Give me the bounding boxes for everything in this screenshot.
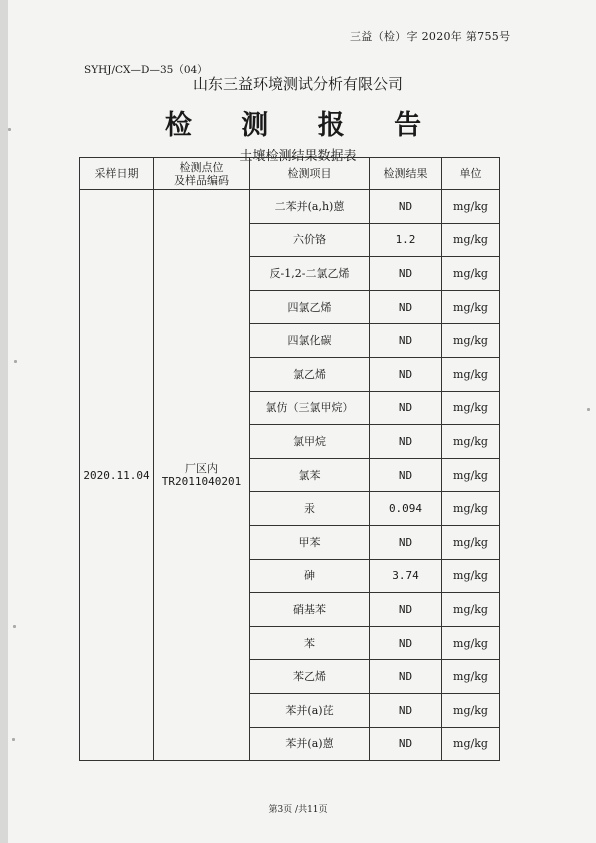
table-row <box>80 190 500 224</box>
item-cell: 氯仿（三氯甲烷） <box>250 391 370 425</box>
result-cell: ND <box>370 525 442 559</box>
unit-cell: mg/kg <box>442 626 500 660</box>
item-cell: 砷 <box>250 559 370 593</box>
column-header: 采样日期 <box>80 158 154 190</box>
item-cell: 二苯并(a,h)蒽 <box>250 190 370 224</box>
result-cell: ND <box>370 727 442 761</box>
item-cell: 苯并(a)蒽 <box>250 727 370 761</box>
column-header: 检测点位 及样品编码 <box>154 158 250 190</box>
unit-cell: mg/kg <box>442 425 500 459</box>
unit-cell: mg/kg <box>442 257 500 291</box>
item-cell: 硝基苯 <box>250 593 370 627</box>
result-cell: ND <box>370 357 442 391</box>
result-cell: 0.094 <box>370 492 442 526</box>
item-cell: 汞 <box>250 492 370 526</box>
unit-cell: mg/kg <box>442 660 500 694</box>
page-number: 第3页 /共11页 <box>268 805 328 815</box>
unit-cell: mg/kg <box>442 391 500 425</box>
result-cell: ND <box>370 458 442 492</box>
unit-cell: mg/kg <box>442 223 500 257</box>
scan-speck <box>8 128 11 131</box>
unit-cell: mg/kg <box>442 458 500 492</box>
item-cell: 四氯乙烯 <box>250 290 370 324</box>
item-cell: 甲苯 <box>250 525 370 559</box>
column-header: 检测项目 <box>250 158 370 190</box>
result-cell: ND <box>370 190 442 224</box>
unit-cell: mg/kg <box>442 190 500 224</box>
unit-cell: mg/kg <box>442 593 500 627</box>
form-code: SYHJ/CX—D—35（04） <box>84 64 208 76</box>
result-cell: ND <box>370 257 442 291</box>
result-cell: ND <box>370 290 442 324</box>
unit-cell: mg/kg <box>442 559 500 593</box>
scan-speck <box>12 738 15 741</box>
unit-cell: mg/kg <box>442 693 500 727</box>
sample-date-cell: 2020.11.04 <box>80 190 154 761</box>
item-cell: 反-1,2-二氯乙烯 <box>250 257 370 291</box>
scan-speck <box>13 625 16 628</box>
result-cell: 1.2 <box>370 223 442 257</box>
item-cell: 苯 <box>250 626 370 660</box>
scan-speck <box>587 408 590 411</box>
result-cell: ND <box>370 391 442 425</box>
result-cell: ND <box>370 693 442 727</box>
unit-cell: mg/kg <box>442 324 500 358</box>
unit-cell: mg/kg <box>442 492 500 526</box>
item-cell: 氯乙烯 <box>250 357 370 391</box>
item-cell: 苯乙烯 <box>250 660 370 694</box>
result-cell: ND <box>370 660 442 694</box>
sample-site-cell: 厂区内 TR2011040201 <box>154 190 250 761</box>
table-header-row <box>80 158 500 190</box>
item-cell: 氯甲烷 <box>250 425 370 459</box>
unit-cell: mg/kg <box>442 525 500 559</box>
item-cell: 四氯化碳 <box>250 324 370 358</box>
unit-cell: mg/kg <box>442 727 500 761</box>
column-header: 单位 <box>442 158 500 190</box>
report-number: 三益（检）字 2020年 第755号 <box>350 30 511 43</box>
result-cell: 3.74 <box>370 559 442 593</box>
item-cell: 苯并(a)芘 <box>250 693 370 727</box>
result-cell: ND <box>370 425 442 459</box>
item-cell: 氯苯 <box>250 458 370 492</box>
table-title: 土壤检测结果数据表 <box>239 149 357 164</box>
result-cell: ND <box>370 626 442 660</box>
unit-cell: mg/kg <box>442 357 500 391</box>
report-title: 检 测 报 告 <box>164 110 442 141</box>
unit-cell: mg/kg <box>442 290 500 324</box>
company-name: 山东三益环境测试分析有限公司 <box>192 75 403 93</box>
item-cell: 六价铬 <box>250 223 370 257</box>
result-cell: ND <box>370 593 442 627</box>
scan-speck <box>14 360 17 363</box>
result-cell: ND <box>370 324 442 358</box>
column-header: 检测结果 <box>370 158 442 190</box>
table-body <box>80 190 500 761</box>
results-table <box>79 157 500 761</box>
